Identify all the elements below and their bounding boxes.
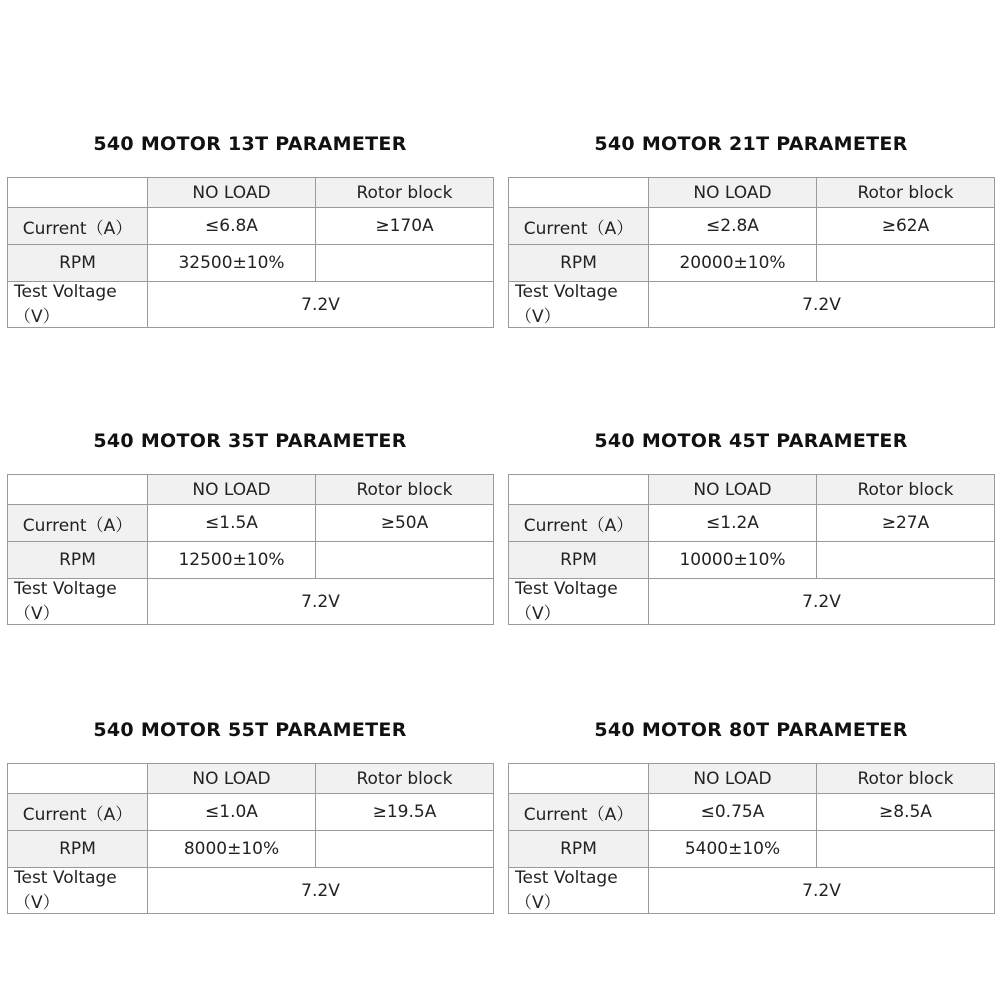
rpm-label: RPM (509, 831, 649, 868)
rpm-rotor-block-value (316, 245, 494, 282)
rpm-no-load-value: 12500±10% (148, 542, 316, 579)
table-header-row (8, 764, 494, 794)
test-voltage-row (8, 282, 494, 328)
table-header-row (509, 475, 995, 505)
rpm-row (8, 831, 494, 868)
current-label: Current（A） (509, 794, 649, 831)
motor-parameter-table (7, 177, 494, 328)
test-voltage-value: 7.2V (148, 282, 494, 328)
rpm-no-load-value: 32500±10% (148, 245, 316, 282)
rpm-row (509, 542, 995, 579)
table-header-row (509, 178, 995, 208)
rpm-rotor-block-value (817, 831, 995, 868)
header-no-load: NO LOAD (148, 178, 316, 208)
motor-parameter-block (508, 430, 994, 625)
rpm-row (8, 542, 494, 579)
current-label: Current（A） (509, 505, 649, 542)
test-voltage-row (8, 868, 494, 914)
test-voltage-value: 7.2V (649, 579, 995, 625)
current-label: Current（A） (8, 208, 148, 245)
rpm-rotor-block-value (817, 245, 995, 282)
motor-parameter-title: 540 MOTOR 35T PARAMETER (93, 430, 407, 452)
motor-parameter-block (508, 133, 994, 328)
header-no-load: NO LOAD (148, 475, 316, 505)
test-voltage-value: 7.2V (649, 868, 995, 914)
motor-parameter-table (7, 474, 494, 625)
motor-parameter-block (508, 719, 994, 914)
current-rotor-block-value: ≥27A (817, 505, 995, 542)
current-row (509, 794, 995, 831)
header-blank-cell (8, 764, 148, 794)
motor-parameter-table (508, 474, 995, 625)
test-voltage-label: Test Voltage（V） (8, 579, 148, 625)
motor-parameter-block (7, 430, 493, 625)
current-rotor-block-value: ≥50A (316, 505, 494, 542)
rpm-rotor-block-value (817, 542, 995, 579)
test-voltage-label: Test Voltage（V） (509, 868, 649, 914)
header-blank-cell (509, 178, 649, 208)
current-label: Current（A） (509, 208, 649, 245)
test-voltage-value: 7.2V (148, 579, 494, 625)
current-rotor-block-value: ≥62A (817, 208, 995, 245)
test-voltage-value: 7.2V (649, 282, 995, 328)
current-no-load-value: ≤1.5A (148, 505, 316, 542)
current-row (8, 208, 494, 245)
rpm-no-load-value: 5400±10% (649, 831, 817, 868)
rpm-label: RPM (509, 542, 649, 579)
header-no-load: NO LOAD (148, 764, 316, 794)
current-row (8, 505, 494, 542)
table-header-row (509, 764, 995, 794)
header-rotor-block: Rotor block (817, 764, 995, 794)
header-rotor-block: Rotor block (316, 475, 494, 505)
rpm-row (8, 245, 494, 282)
test-voltage-value: 7.2V (148, 868, 494, 914)
current-rotor-block-value: ≥170A (316, 208, 494, 245)
rpm-label: RPM (509, 245, 649, 282)
motor-parameter-table (508, 177, 995, 328)
header-rotor-block: Rotor block (817, 475, 995, 505)
rpm-label: RPM (8, 831, 148, 868)
motor-parameter-title: 540 MOTOR 55T PARAMETER (93, 719, 407, 741)
motor-parameter-table (508, 763, 995, 914)
header-rotor-block: Rotor block (817, 178, 995, 208)
table-header-row (8, 475, 494, 505)
header-blank-cell (8, 178, 148, 208)
current-label: Current（A） (8, 794, 148, 831)
motor-parameter-title: 540 MOTOR 45T PARAMETER (594, 430, 908, 452)
current-no-load-value: ≤2.8A (649, 208, 817, 245)
test-voltage-row (8, 579, 494, 625)
rpm-no-load-value: 20000±10% (649, 245, 817, 282)
header-rotor-block: Rotor block (316, 178, 494, 208)
current-label: Current（A） (8, 505, 148, 542)
test-voltage-row (509, 868, 995, 914)
motor-parameter-title: 540 MOTOR 21T PARAMETER (594, 133, 908, 155)
header-rotor-block: Rotor block (316, 764, 494, 794)
header-blank-cell (509, 764, 649, 794)
table-header-row (8, 178, 494, 208)
current-row (509, 505, 995, 542)
test-voltage-label: Test Voltage（V） (8, 868, 148, 914)
rpm-rotor-block-value (316, 831, 494, 868)
current-row (8, 794, 494, 831)
test-voltage-row (509, 282, 995, 328)
current-row (509, 208, 995, 245)
test-voltage-row (509, 579, 995, 625)
header-blank-cell (8, 475, 148, 505)
current-no-load-value: ≤1.2A (649, 505, 817, 542)
rpm-no-load-value: 8000±10% (148, 831, 316, 868)
current-rotor-block-value: ≥8.5A (817, 794, 995, 831)
current-no-load-value: ≤1.0A (148, 794, 316, 831)
header-no-load: NO LOAD (649, 475, 817, 505)
rpm-row (509, 245, 995, 282)
current-rotor-block-value: ≥19.5A (316, 794, 494, 831)
header-no-load: NO LOAD (649, 178, 817, 208)
motor-parameter-title: 540 MOTOR 13T PARAMETER (93, 133, 407, 155)
rpm-rotor-block-value (316, 542, 494, 579)
rpm-label: RPM (8, 245, 148, 282)
current-no-load-value: ≤6.8A (148, 208, 316, 245)
test-voltage-label: Test Voltage（V） (509, 282, 649, 328)
rpm-no-load-value: 10000±10% (649, 542, 817, 579)
current-no-load-value: ≤0.75A (649, 794, 817, 831)
motor-parameter-block (7, 133, 493, 328)
test-voltage-label: Test Voltage（V） (509, 579, 649, 625)
header-no-load: NO LOAD (649, 764, 817, 794)
motor-parameter-block (7, 719, 493, 914)
motor-parameter-title: 540 MOTOR 80T PARAMETER (594, 719, 908, 741)
motor-parameter-table (7, 763, 494, 914)
rpm-label: RPM (8, 542, 148, 579)
header-blank-cell (509, 475, 649, 505)
test-voltage-label: Test Voltage（V） (8, 282, 148, 328)
rpm-row (509, 831, 995, 868)
